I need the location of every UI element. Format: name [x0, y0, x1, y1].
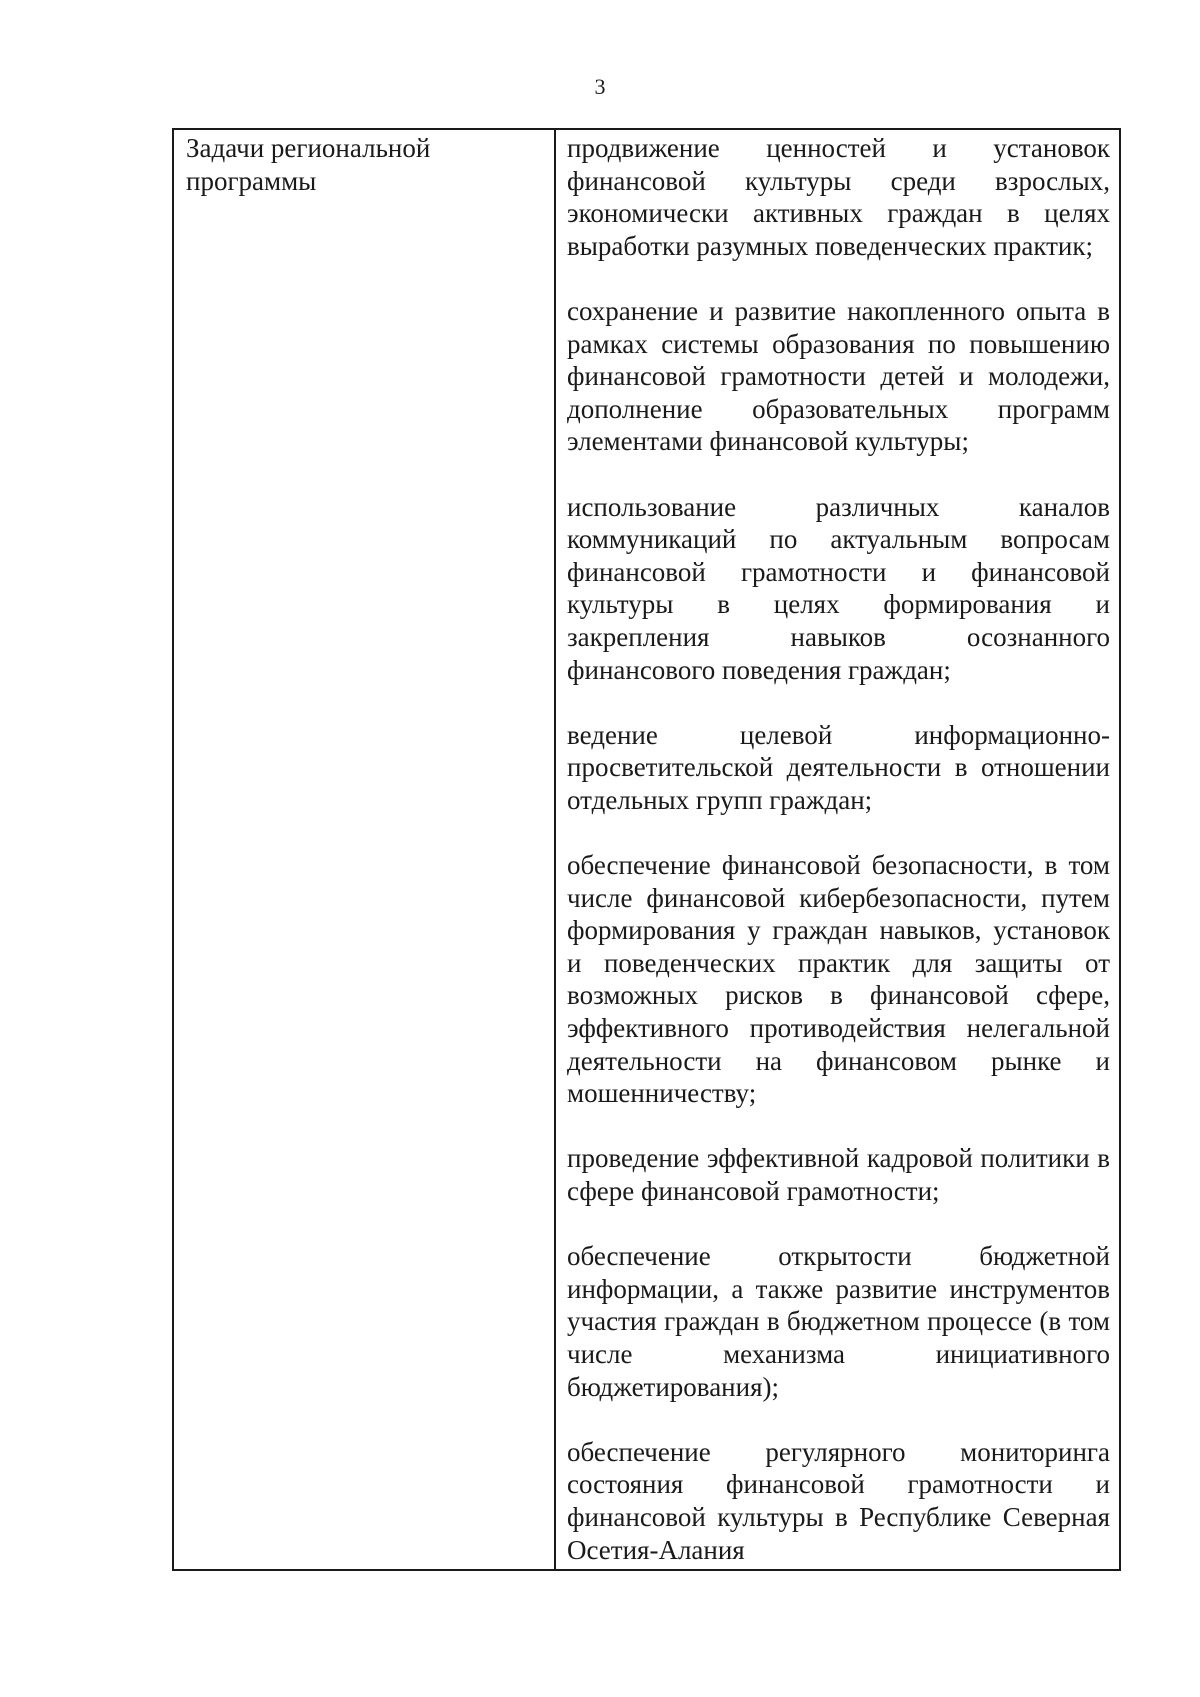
task-item-7: обеспечение открытости бюджетной информации, а также развитие инструментов участия граждан в бюджетном процессе (в том числе механизма инициативного бюджетирования); — [567, 1241, 1110, 1402]
program-tasks-table — [172, 128, 1121, 1571]
task-item-1: продвижение ценностей и установок финансовой культуры среди взрослых, экономически активных граждан в целях выработки разумных поведенческих практик; — [567, 133, 1110, 261]
page-number: 3 — [594, 74, 606, 99]
task-item-3: использование различных каналов коммуникаций по актуальным вопросам финансовой грамотности и финансовой культуры в целях формирования и закрепления навыков осознанного финансового поведения граждан; — [567, 491, 1110, 685]
table-row — [173, 129, 1120, 1570]
row-label-cell: Задачи региональной программы — [173, 129, 555, 1570]
task-item-4: ведение целевой информационно-просветительской деятельности в отношении отдельных групп граждан; — [567, 719, 1110, 815]
task-item-6: проведение эффективной кадровой политики в сфере финансовой грамотности; — [567, 1143, 1110, 1206]
tasks-cell — [555, 129, 1120, 1570]
task-item-8: обеспечение регулярного мониторинга состояния финансовой грамотности и финансовой культуры в Республике Северная Осетия-Алания — [567, 1436, 1110, 1565]
task-item-5: обеспечение финансовой безопасности, в том числе финансовой кибербезопасности, путем формирования у граждан навыков, установок и поведенческих практик для защиты от возможных рисков в финансовой сфере, эффективного противодействия нелегальной деятельности на финансовом рынке и мошенничеству; — [567, 850, 1110, 1109]
task-item-2: сохранение и развитие накопленного опыта в рамках системы образования по повышению финансовой грамотности детей и молодежи, дополнение образовательных программ элементами финансовой культуры; — [567, 295, 1110, 457]
